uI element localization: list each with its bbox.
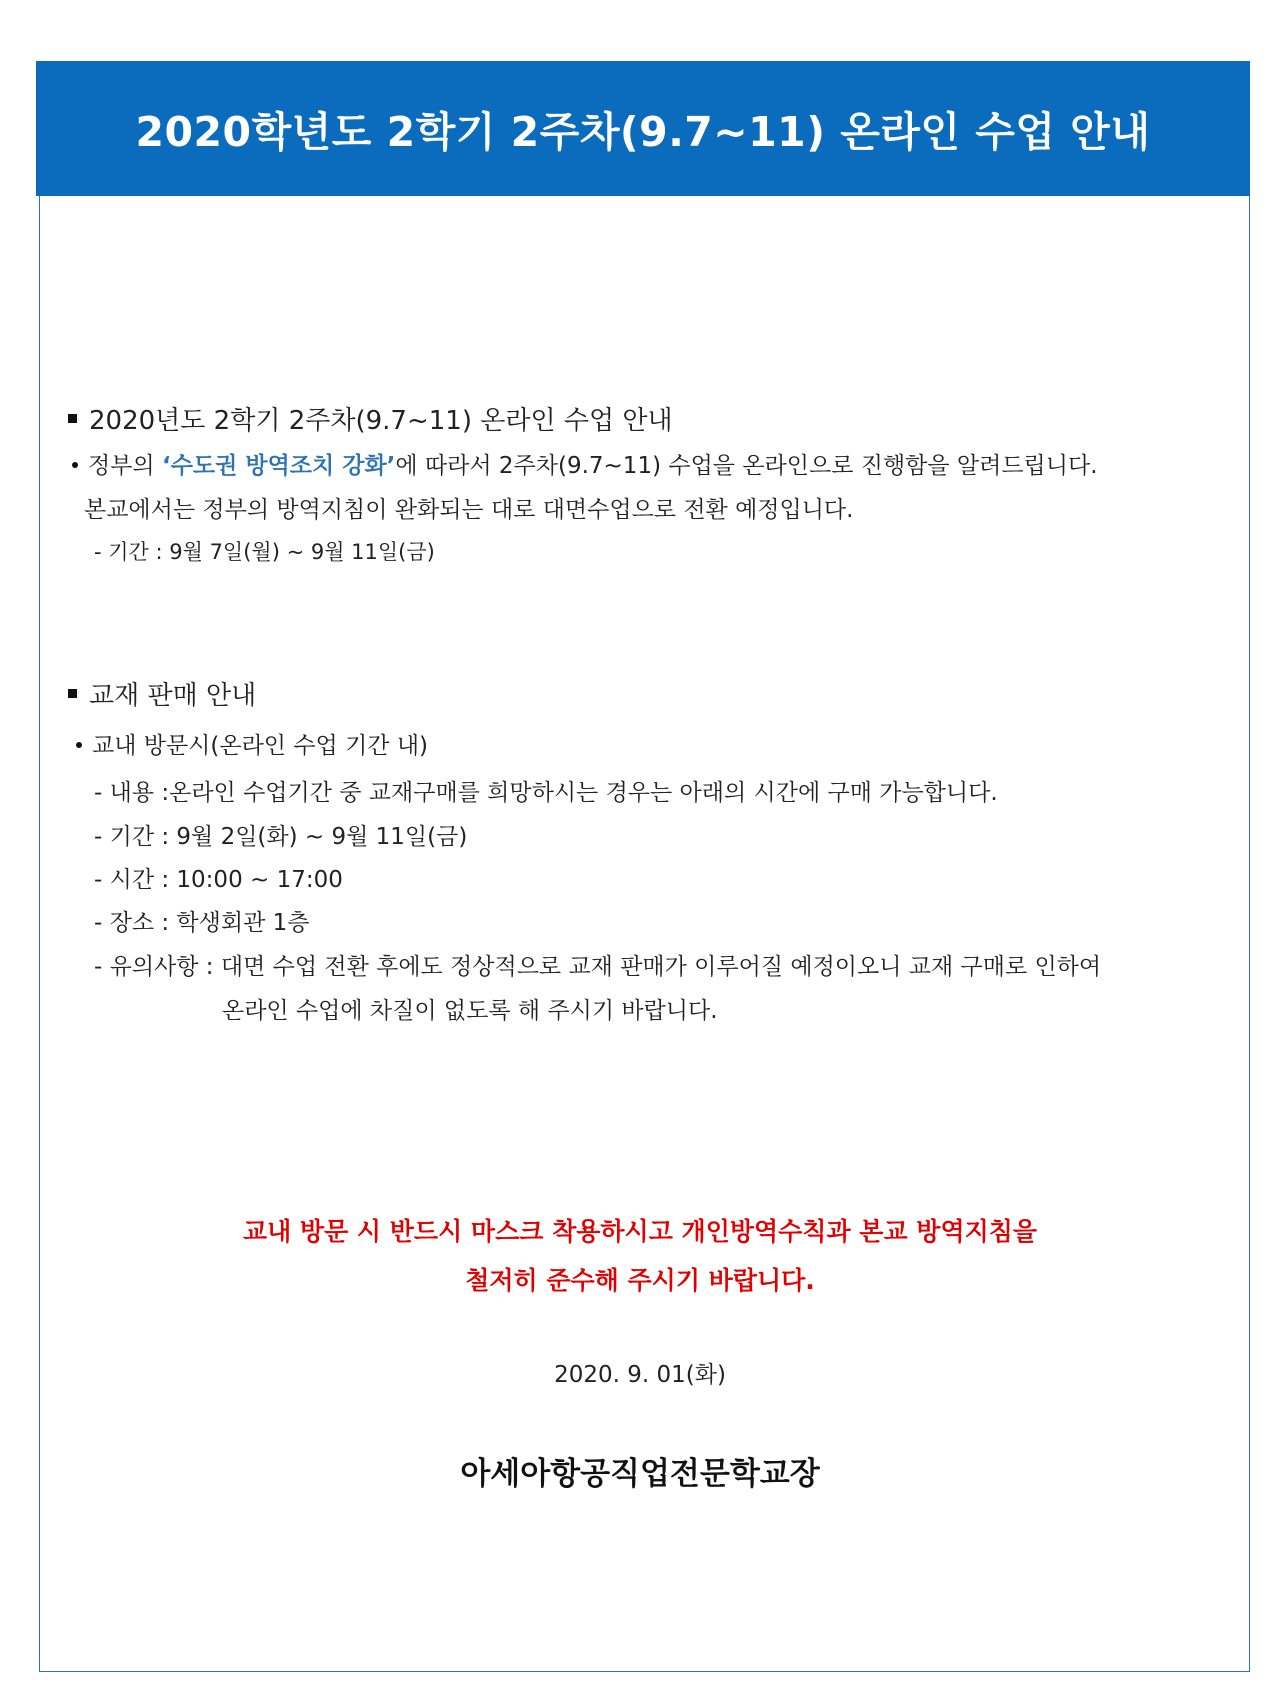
section2-item: - 장소 : 학생회관 1층 <box>94 910 310 936</box>
section2-item: - 기간 : 9월 2일(화) ~ 9월 11일(금) <box>94 824 468 850</box>
signature: 아세아항공직업전문학교장 <box>460 1456 820 1492</box>
warning-line-2: 철저히 준수해 주시기 바랍니다. <box>465 1266 815 1295</box>
header-bar <box>36 61 1250 196</box>
section2-heading: 교재 판매 안내 <box>89 681 257 711</box>
section1-heading: 2020년도 2학기 2주차(9.7~11) 온라인 수업 안내 <box>89 406 673 436</box>
section2-note-continuation: 온라인 수업에 차질이 없도록 해 주시기 바랍니다. <box>222 998 718 1024</box>
bullet-dot-icon <box>72 462 78 468</box>
section1-bullet-row <box>72 447 1098 480</box>
notice-date: 2020. 9. 01(화) <box>554 1362 726 1388</box>
section2-item: - 유의사항 : 대면 수업 전환 후에도 정상적으로 교재 판매가 이루어질 예정이오니 교재 구매로 인하여 <box>94 954 1102 980</box>
section2-item: - 내용 :온라인 수업기간 중 교재구매를 희망하시는 경우는 아래의 시간에 구매 가능합니다. <box>94 780 998 806</box>
section2-bullet: 교내 방문시(온라인 수업 기간 내) <box>92 733 429 759</box>
section1-period: - 기간 : 9월 7일(월) ~ 9월 11일(금) <box>94 540 435 564</box>
section1-heading-row <box>68 400 673 437</box>
section1-bullet-suffix: 에 따라서 2주차(9.7~11) 수업을 온라인으로 진행함을 알려드립니다. <box>395 453 1098 479</box>
page-title: 2020학년도 2학기 2주차(9.7~11) 온라인 수업 안내 <box>135 108 1151 156</box>
section1-bullet-prefix: 정부의 <box>88 453 162 479</box>
section1-bullet-highlight: ‘수도권 방역조치 강화’ <box>161 453 396 479</box>
section2-bullet-row <box>76 727 428 760</box>
bullet-dot-icon <box>76 742 82 748</box>
warning-line-1: 교내 방문 시 반드시 마스크 착용하시고 개인방역수칙과 본교 방역지침을 <box>242 1217 1038 1246</box>
section2-heading-row <box>68 675 256 712</box>
section1-continuation: 본교에서는 정부의 방역지침이 완화되는 대로 대면수업으로 전환 예정입니다. <box>84 497 854 523</box>
square-bullet-icon <box>68 414 77 423</box>
square-bullet-icon <box>68 689 77 698</box>
section2-item: - 시간 : 10:00 ~ 17:00 <box>94 867 343 893</box>
